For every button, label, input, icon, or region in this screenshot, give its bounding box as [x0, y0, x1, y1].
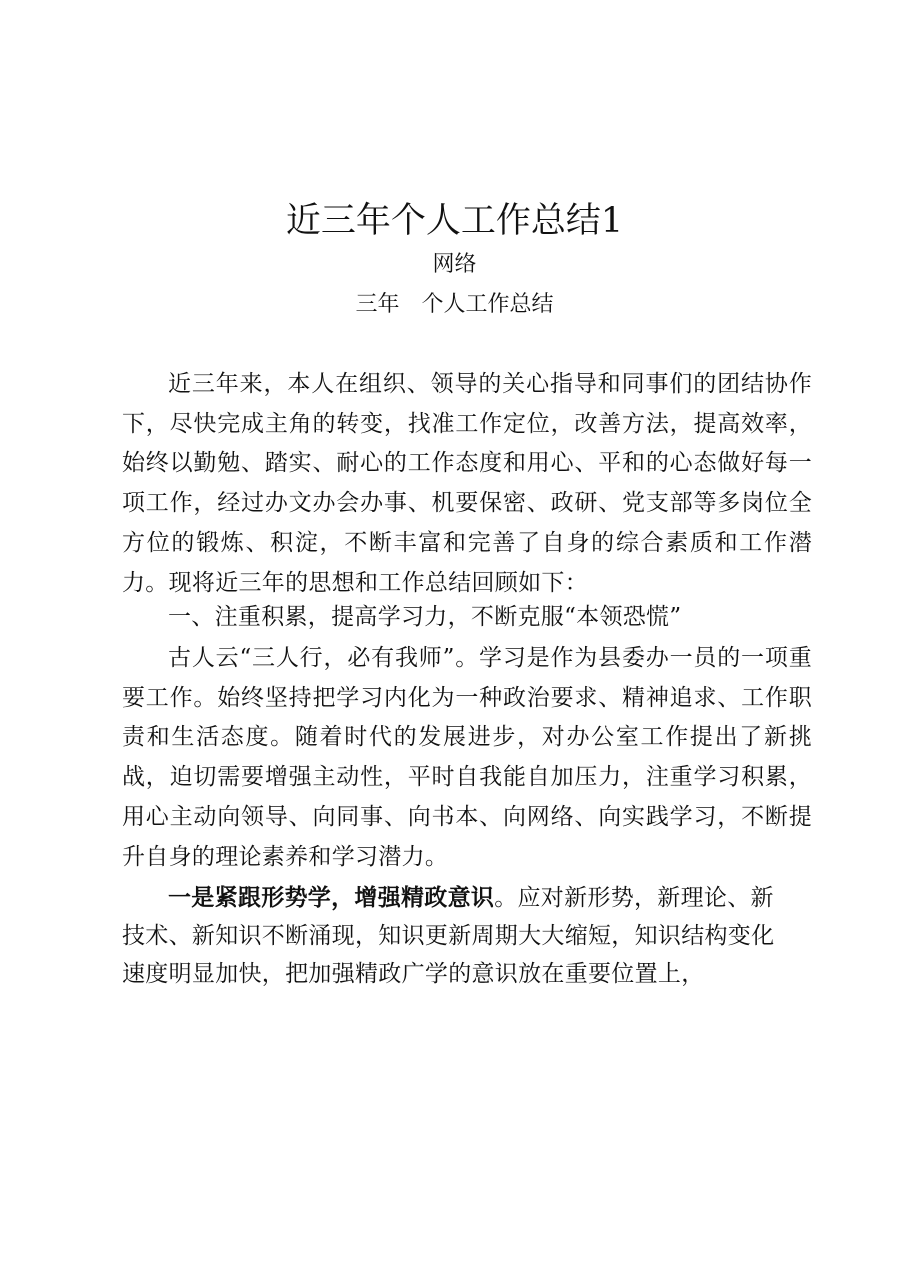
document-title: 近三年个人工作总结1	[285, 201, 624, 241]
keyword: 三年	[355, 292, 400, 317]
document-keywords	[0, 289, 909, 321]
point-lead: 一是紧跟形势学，增强精政意识	[168, 885, 495, 911]
paragraph-point-one	[122, 879, 792, 993]
section-heading: 一、注重积累，提高学习力，不断克服“本领恐慌”	[168, 604, 682, 630]
keyword: 个人工作总结	[421, 292, 554, 317]
document-author: 网络	[432, 252, 477, 277]
point-text: 。应对新形势，新理论、新技术、新知识不断涌现，知识更新周期大大缩短，知识结构变化速度明显加快，把加强精政广学的意识放在重要位置上，	[122, 885, 775, 987]
paragraph-study: 古人云“三人行，必有我师”。学习是作为县委办一员的一项重要工作。始终坚持把学习内化为一种政治要求、精神追求、工作职责和生活态度。随着时代的发展进步，对办公室工作提出了新挑战，迫切需要增强主动性，平时自我能自加压力，注重学习积累，用心主动向领导、向同事、向书本、向网络、向实践学习，不断提升自身的理论素养和学习潜力。	[122, 645, 812, 870]
paragraph-intro: 近三年来，本人在组织、领导的关心指导和同事们的团结协作下，尽快完成主角的转变，找准工作定位，改善方法，提高效率，始终以勤勉、踏实、耐心的工作态度和用心、平和的心态做好每一项工作，经过办文办会办事、机要保密、政研、党支部等多岗位全方位的锻炼、积淀，不断丰富和完善了自身的综合素质和工作潜力。现将近三年的思想和工作总结回顾如下：	[122, 371, 812, 596]
